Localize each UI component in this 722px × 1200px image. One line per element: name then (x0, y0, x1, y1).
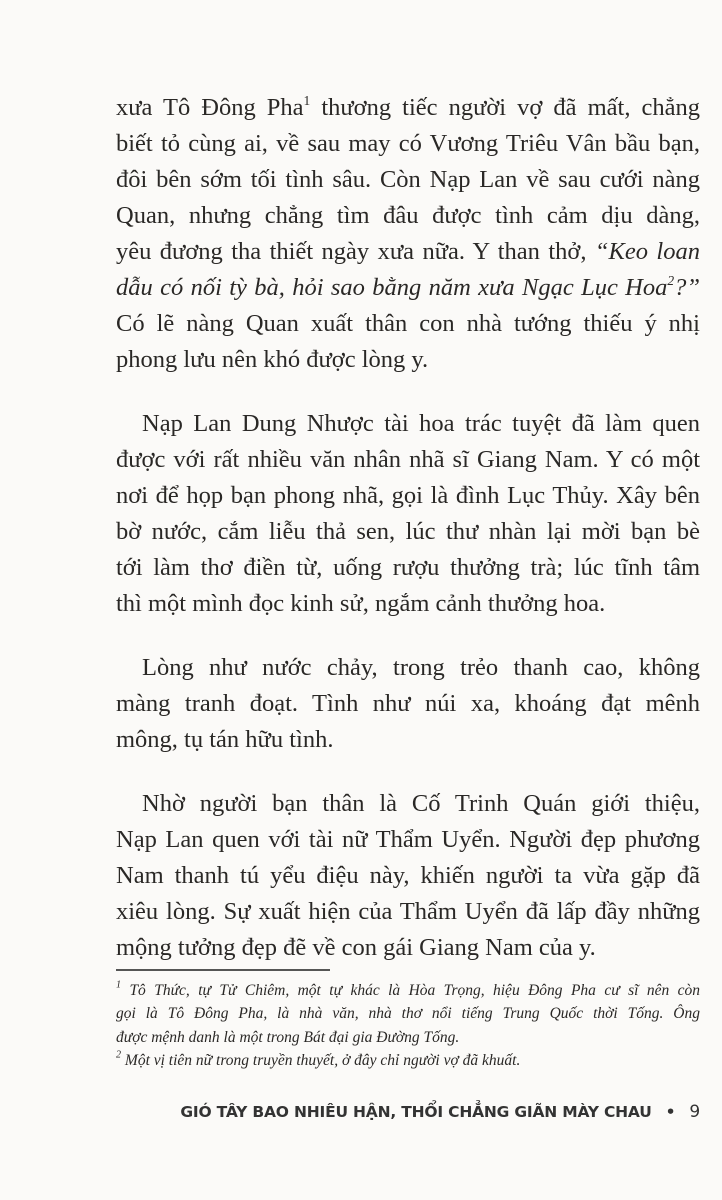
text-segment: yêu đương tha thiết ngày xưa nữa. Y than thở, (116, 238, 595, 265)
text-line (116, 270, 700, 306)
text-segment: Nạp Lan Dung Nhược tài hoa trác tuyệt đã làm quen (142, 410, 700, 437)
footnote-marker: 1 (116, 979, 122, 991)
paragraph (116, 786, 700, 966)
text-segment: Nạp Lan quen với tài nữ Thẩm Uyển. Người đẹp phương (116, 826, 700, 853)
text-line (116, 1026, 700, 1049)
text-line (116, 90, 700, 126)
text-segment: nơi để họp bạn phong nhã, gọi là đình Lục Thủy. Xây bên (116, 482, 700, 509)
text-segment: Tô Thức, tự Tử Chiêm, một tự khác là Hòa Trọng, hiệu Đông Pha cư sĩ nên còn (121, 982, 700, 999)
paragraph (116, 650, 700, 758)
text-segment: dẫu có nối tỳ bà, hỏi sao bằng năm xưa Ngạc Lục Hoa (116, 274, 668, 301)
text-line (116, 894, 700, 930)
text-segment: xưa Tô Đông Pha (116, 94, 304, 121)
text-line (116, 234, 700, 270)
footnote-marker: 2 (116, 1049, 122, 1061)
text-line (116, 650, 700, 686)
text-segment: được mệnh danh là một trong Bát đại gia Đường Tống. (116, 1028, 460, 1046)
text-line (116, 822, 700, 858)
text-line (116, 786, 700, 822)
text-line (116, 1049, 700, 1072)
text-segment: ?” (674, 274, 700, 301)
text-segment: thương tiếc người vợ đã mất, chẳng (310, 94, 701, 121)
text-line (116, 162, 700, 198)
footnote-divider (116, 969, 330, 971)
text-segment: Nam thanh tú yểu điệu này, khiến người ta vừa gặp đã (116, 862, 700, 889)
paragraph (116, 90, 700, 378)
text-line (116, 858, 700, 894)
text-line (116, 126, 700, 162)
text-line (116, 686, 700, 722)
page-number: 9 (689, 1102, 700, 1122)
text-segment: mông, tụ tán hữu tình. (116, 726, 334, 753)
text-line (116, 722, 700, 758)
text-segment: mộng tưởng đẹp đẽ về con gái Giang Nam của y. (116, 934, 596, 961)
text-line (116, 406, 700, 442)
text-segment: Có lẽ nàng Quan xuất thân con nhà tướng thiếu ý nhị (116, 310, 700, 337)
paragraph (116, 406, 700, 622)
footnote (116, 1049, 700, 1072)
footnote (116, 979, 700, 1049)
text-segment: Một vị tiên nữ trong truyền thuyết, ở đây chỉ người vợ đã khuất. (121, 1051, 521, 1069)
footnote-marker: 1 (303, 92, 311, 108)
text-line (116, 550, 700, 586)
text-segment: tới làm thơ điền từ, uống rượu thưởng trà; lúc tĩnh tâm (116, 554, 700, 581)
text-segment: Quan, nhưng chẳng tìm đâu được tình cảm dịu dàng, (116, 202, 700, 229)
footnote-marker: 2 (667, 272, 675, 288)
text-line (116, 442, 700, 478)
text-line (116, 478, 700, 514)
text-segment: Nhờ người bạn thân là Cố Trinh Quán giới thiệu, (142, 790, 700, 817)
text-line (116, 342, 700, 378)
footnotes (116, 979, 700, 1072)
separator: • (665, 1103, 676, 1121)
text-line (116, 198, 700, 234)
text-segment: bờ nước, cắm liễu thả sen, lúc thư nhàn lại mời bạn bè (116, 518, 700, 545)
text-segment: xiêu lòng. Sự xuất hiện của Thẩm Uyển đã lấp đầy những (116, 898, 700, 925)
body-text (116, 90, 700, 966)
text-segment: đôi bên sớm tối tình sâu. Còn Nạp Lan về sau cưới nàng (116, 166, 700, 193)
text-segment: Lòng như nước chảy, trong trẻo thanh cao, không (142, 654, 700, 681)
text-line (116, 930, 700, 966)
book-page (116, 0, 700, 1200)
text-line (116, 514, 700, 550)
running-title: GIÓ TÂY BAO NHIÊU HẬN, THỔI CHẲNG GIÃN MÀY CHAU (180, 1103, 652, 1121)
text-segment: được với rất nhiều văn nhân nhã sĩ Giang Nam. Y có một (116, 446, 700, 473)
text-segment: biết tỏ cùng ai, về sau may có Vương Triêu Vân bầu bạn, (116, 130, 700, 157)
text-segment: “Keo loan (594, 238, 700, 265)
text-line (116, 306, 700, 342)
text-segment: thì một mình đọc kinh sử, ngắm cảnh thưởng hoa. (116, 590, 606, 617)
text-segment: màng tranh đoạt. Tình như núi xa, khoáng đạt mênh (116, 690, 700, 717)
text-line (116, 1002, 700, 1025)
text-line (116, 586, 700, 622)
text-segment: phong lưu nên khó được lòng y. (116, 346, 429, 373)
text-line (116, 979, 700, 1002)
running-footer (180, 1102, 700, 1122)
text-segment: gọi là Tô Đông Pha, là nhà văn, nhà thơ nổi tiếng Trung Quốc thời Tống. Ông (116, 1005, 700, 1023)
